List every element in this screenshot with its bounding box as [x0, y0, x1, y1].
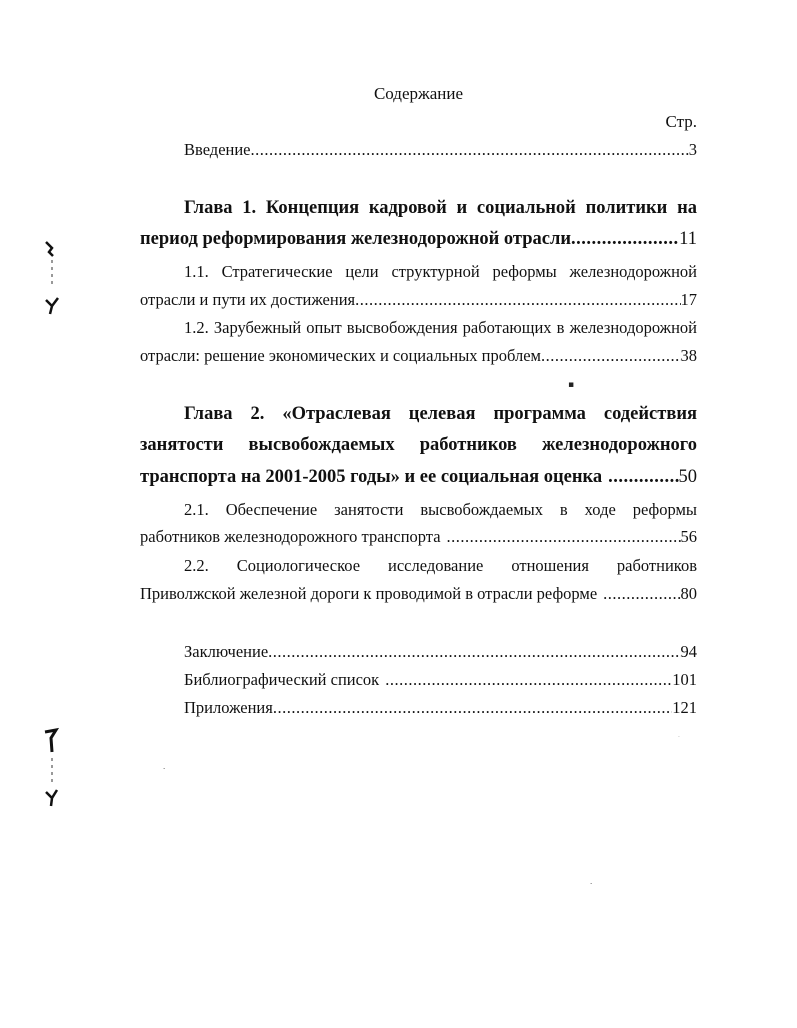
leader-dots — [379, 670, 672, 690]
scan-speck: · — [590, 880, 593, 888]
leader-dots — [541, 346, 681, 366]
toc-entry-page: 38 — [680, 346, 697, 365]
toc-entry-label: Приложения — [184, 698, 273, 717]
leader-dots — [441, 527, 681, 547]
toc-entry-section-1-1[interactable] — [140, 290, 697, 310]
toc-entry-label: Заключение — [184, 642, 269, 661]
toc-entry-label: отрасли: решение экономических и социальных проблем — [140, 346, 541, 365]
toc-entry-label: транспорта на 2001-2005 годы» и ее социальная оценка — [140, 467, 603, 487]
toc-entry-section-2-2[interactable] — [140, 584, 697, 604]
leader-dots — [571, 229, 679, 250]
leader-dots — [597, 584, 680, 604]
leader-dots — [251, 140, 689, 160]
section-2-1-line1[interactable]: 2.1. Обеспечение занятости высвобождаемых в ходе реформы — [184, 500, 697, 519]
section-1-2-line1[interactable]: 1.2. Зарубежный опыт высвобождения работающих в железнодорожной — [184, 318, 697, 337]
toc-entry-page: 56 — [680, 527, 697, 546]
scan-speck: ▪ — [568, 380, 575, 390]
scan-speck: · — [163, 765, 166, 773]
toc-entry-section-1-2[interactable] — [140, 346, 697, 366]
toc-entry-section-2-1[interactable] — [140, 527, 697, 547]
leader-dots — [355, 290, 680, 310]
scan-speck: · — [678, 734, 680, 741]
page-column-label: Стр. — [665, 112, 697, 131]
chapter-1-heading-line1[interactable]: Глава 1. Концепция кадровой и социальной политики на — [184, 198, 697, 218]
toc-entry-label: период реформирования железнодорожной отрасли — [140, 229, 572, 249]
toc-entry-label: Библиографический список — [184, 670, 380, 689]
toc-entry-page: 11 — [679, 229, 697, 249]
toc-entry-chapter-1[interactable] — [140, 229, 697, 250]
toc-entry-bibliography[interactable] — [184, 670, 697, 690]
toc-entry-page: 80 — [680, 584, 697, 603]
toc-entry-intro[interactable] — [184, 140, 697, 160]
toc-entry-page: 121 — [672, 698, 697, 717]
toc-entry-label: Приволжской железной дороги к проводимой в отрасли реформе — [140, 584, 598, 603]
section-2-2-line1[interactable]: 2.2. Социологическое исследование отношения работников — [184, 556, 697, 575]
leader-dots — [273, 698, 672, 718]
leader-dots — [602, 467, 678, 488]
page-title: Содержание — [373, 84, 464, 103]
toc-entry-label: работников железнодорожного транспорта — [140, 527, 441, 546]
toc-entry-label: Введение — [184, 140, 251, 159]
toc-entry-page: 101 — [672, 670, 697, 689]
binding-mark-bottom — [40, 726, 64, 810]
toc-entry-label: отрасли и пути их достижения — [140, 290, 356, 309]
toc-entry-chapter-2[interactable] — [140, 467, 697, 488]
chapter-2-heading-line2[interactable]: занятости высвобождаемых работников железнодорожного — [140, 435, 697, 455]
toc-entry-appendices[interactable] — [184, 698, 697, 718]
toc-entry-page: 17 — [680, 290, 697, 309]
toc-entry-page: 50 — [678, 467, 697, 487]
leader-dots — [268, 642, 680, 662]
toc-entry-conclusion[interactable] — [184, 642, 697, 662]
toc-entry-page: 94 — [680, 642, 697, 661]
toc-entry-page: 3 — [688, 140, 697, 159]
section-1-1-line1[interactable]: 1.1. Стратегические цели структурной реформы железнодорожной — [184, 262, 697, 281]
binding-mark-top — [40, 238, 64, 318]
chapter-2-heading-line1[interactable]: Глава 2. «Отраслевая целевая программа содействия — [184, 404, 697, 424]
